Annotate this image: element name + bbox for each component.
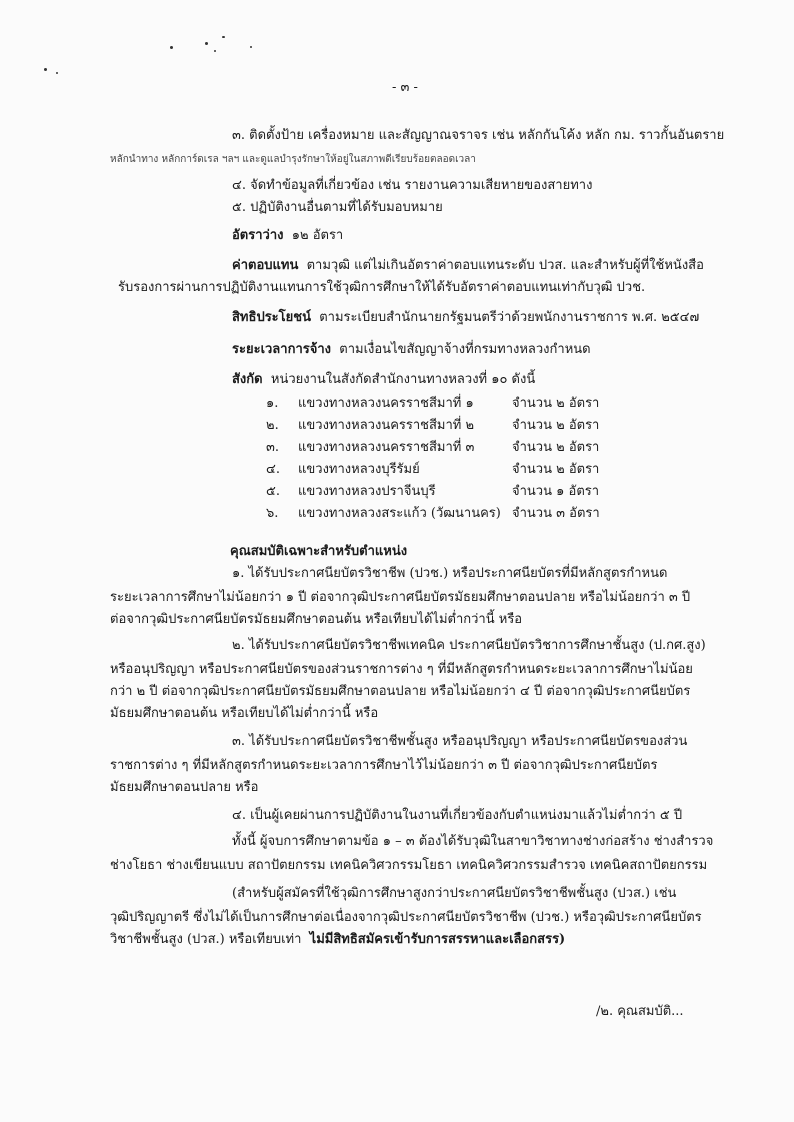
higher-degree-note-cont: วุฒิปริญญาตรี ซึ่งไม่ได้เป็นการศึกษาต่อเนื่องจากวุฒิประกาศนียบัตรวิชาชีพ (ปวช.) หรือวุฒิประกาศนียบัตร xyxy=(110,910,702,925)
unit-list xyxy=(266,396,686,536)
scan-speck xyxy=(205,42,208,45)
continuation-note: /๒. คุณสมบัติ... xyxy=(596,1004,684,1019)
benefits xyxy=(232,310,699,326)
unit-name: แขวงทางหลวงสระแก้ว (วัฒนานคร) xyxy=(298,506,501,521)
qualification-2-cont: กว่า ๒ ปี ต่อจากวุฒิประกาศนียบัตรมัธยมศึกษาตอนปลาย หรือไม่น้อยกว่า ๔ ปี ต่อจากวุฒิประกาศนียบัตร xyxy=(110,684,691,699)
qualification-1: ๑. ได้รับประกาศนียบัตรวิชาชีพ (ปวช.) หรือประกาศนียบัตรที่มีหลักสูตรกำหนด xyxy=(232,566,668,581)
vacancy-label: อัตราว่าง xyxy=(232,228,284,243)
unit-num: ๔. xyxy=(266,462,280,477)
scan-speck xyxy=(56,72,58,74)
unit-count: จำนวน ๑ อัตรา xyxy=(512,484,600,499)
unit-num: ๑. xyxy=(266,396,279,411)
qualification-3-cont: มัธยมศึกษาตอนปลาย หรือ xyxy=(110,780,259,795)
unit-count: จำนวน ๒ อัตรา xyxy=(512,418,600,433)
qualification-4: ๔. เป็นผู้เคยผ่านการปฏิบัติงานในงานที่เกี่ยวข้องกับตำแหน่งมาแล้วไม่ต่ำกว่า ๕ ปี xyxy=(232,808,683,823)
compensation-cont: รับรองการผ่านการปฏิบัติงานแทนการใช้วุฒิการศึกษาให้ได้รับอัตราค่าตอบแทนเท่ากับวุฒิ ปวช. xyxy=(118,280,646,295)
affiliation xyxy=(232,372,535,388)
employment-term xyxy=(232,342,591,358)
page-number: - ๓ - xyxy=(392,80,418,95)
not-eligible-note: ไม่มีสิทธิสมัครเข้ารับการสรรหาและเลือกสรร) xyxy=(309,932,566,947)
scan-speck xyxy=(222,36,225,38)
compensation xyxy=(232,258,704,274)
term-label: ระยะเวลาการจ้าง xyxy=(232,342,331,357)
qualification-2-cont: มัธยมศึกษาตอนต้น หรือเทียบได้ไม่ต่ำกว่านี้ หรือ xyxy=(110,706,379,721)
vacancy xyxy=(232,228,343,244)
unit-name: แขวงทางหลวงนครราชสีมาที่ ๒ xyxy=(298,418,475,433)
qualification-1-cont: ต่อจากวุฒิประกาศนียบัตรมัธยมศึกษาตอนต้น หรือเทียบได้ไม่ต่ำกว่านี้ หรือ xyxy=(110,612,523,627)
unit-num: ๒. xyxy=(266,418,279,433)
duty-item-3: ๓. ติดตั้งป้าย เครื่องหมาย และสัญญาณจราจร เช่น หลักกันโค้ง หลัก กม. ราวกั้นอันตราย xyxy=(232,128,725,143)
unit-name: แขวงทางหลวงนครราชสีมาที่ ๓ xyxy=(298,440,475,455)
unit-num: ๕. xyxy=(266,484,280,499)
qualification-3-cont: ราชการต่าง ๆ ที่มีหลักสูตรกำหนดระยะเวลาการศึกษาไว้ไม่น้อยกว่า ๓ ปี ต่อจากวุฒิประกาศนียบัตร xyxy=(110,758,658,773)
qualification-3: ๓. ได้รับประกาศนียบัตรวิชาชีพชั้นสูง หรืออนุปริญญา หรือประกาศนียบัตรของส่วน xyxy=(232,734,688,749)
duty-item-4: ๔. จัดทำข้อมูลที่เกี่ยวข้อง เช่น รายงานความเสียหายของสายทาง xyxy=(232,178,593,193)
unit-num: ๖. xyxy=(266,506,279,521)
qualification-1-cont: ระยะเวลาการศึกษาไม่น้อยกว่า ๑ ปี ต่อจากวุฒิประกาศนียบัตรมัธยมศึกษาตอนปลาย หรือไม่น้อยกว่า ๓ ปี xyxy=(110,590,691,605)
higher-degree-note: (สำหรับผู้สมัครที่ใช้วุฒิการศึกษาสูงกว่าประกาศนียบัตรวิชาชีพชั้นสูง (ปวส.) เช่น xyxy=(232,886,677,901)
unit-name: แขวงทางหลวงบุรีรัมย์ xyxy=(298,462,420,477)
compensation-text: ตามวุฒิ แต่ไม่เกินอัตราค่าตอบแทนระดับ ปวส. และสำหรับผู้ที่ใช้หนังสือ xyxy=(306,258,704,273)
unit-name: แขวงทางหลวงปราจีนบุรี xyxy=(298,484,436,499)
field-requirement-cont: ช่างโยธา ช่างเขียนแบบ สถาปัตยกรรม เทคนิควิศวกรรมโยธา เทคนิควิศวกรรมสำรวจ เทคนิคสถาปัตยกรรม xyxy=(110,858,708,873)
benefits-text: ตามระเบียบสำนักนายกรัฐมนตรีว่าด้วยพนักงานราชการ พ.ศ. ๒๕๔๗ xyxy=(319,310,700,325)
duty-item-5: ๕. ปฏิบัติงานอื่นตามที่ได้รับมอบหมาย xyxy=(232,200,443,215)
scan-speck xyxy=(170,46,173,49)
qualification-2: ๒. ได้รับประกาศนียบัตรวิชาชีพเทคนิค ประกาศนียบัตรวิชาการศึกษาชั้นสูง (ป.กศ.สูง) xyxy=(232,638,706,653)
scan-speck xyxy=(250,46,252,48)
higher-degree-note-cont xyxy=(110,932,565,948)
unit-count: จำนวน ๓ อัตรา xyxy=(512,506,600,521)
higher-degree-note-text: วิชาชีพชั้นสูง (ปวส.) หรือเทียบเท่า xyxy=(110,932,302,947)
benefits-label: สิทธิประโยชน์ xyxy=(232,310,311,325)
field-requirement: ทั้งนี้ ผู้จบการศึกษาตามข้อ ๑ – ๓ ต้องได้รับวุฒิในสาขาวิชาทางช่างก่อสร้าง ช่างสำรวจ xyxy=(232,834,714,849)
affiliation-label: สังกัด xyxy=(232,372,263,387)
duty-item-3-cont: หลักนำทาง หลักการ์ดเรล ฯลฯ และดูแลบำรุงรักษาให้อยู่ในสภาพดีเรียบร้อยตลอดเวลา xyxy=(110,154,476,165)
vacancy-value: ๑๒ อัตรา xyxy=(291,228,344,243)
unit-count: จำนวน ๒ อัตรา xyxy=(512,396,600,411)
unit-num: ๓. xyxy=(266,440,280,455)
term-text: ตามเงื่อนไขสัญญาจ้างที่กรมทางหลวงกำหนด xyxy=(339,342,591,357)
compensation-label: ค่าตอบแทน xyxy=(232,258,299,273)
unit-count: จำนวน ๒ อัตรา xyxy=(512,440,600,455)
scan-speck xyxy=(44,68,47,71)
scan-speck xyxy=(214,50,216,52)
affiliation-text: หน่วยงานในสังกัดสำนักงานทางหลวงที่ ๑๐ ดังนี้ xyxy=(270,372,536,387)
qualifications-heading: คุณสมบัติเฉพาะสำหรับตำแหน่ง xyxy=(230,544,408,559)
unit-count: จำนวน ๒ อัตรา xyxy=(512,462,600,477)
qualification-2-cont: หรืออนุปริญญา หรือประกาศนียบัตรของส่วนราชการต่าง ๆ ที่มีหลักสูตรกำหนดระยะเวลาการศึกษาไม่น้อย xyxy=(110,662,693,677)
unit-name: แขวงทางหลวงนครราชสีมาที่ ๑ xyxy=(298,396,474,411)
